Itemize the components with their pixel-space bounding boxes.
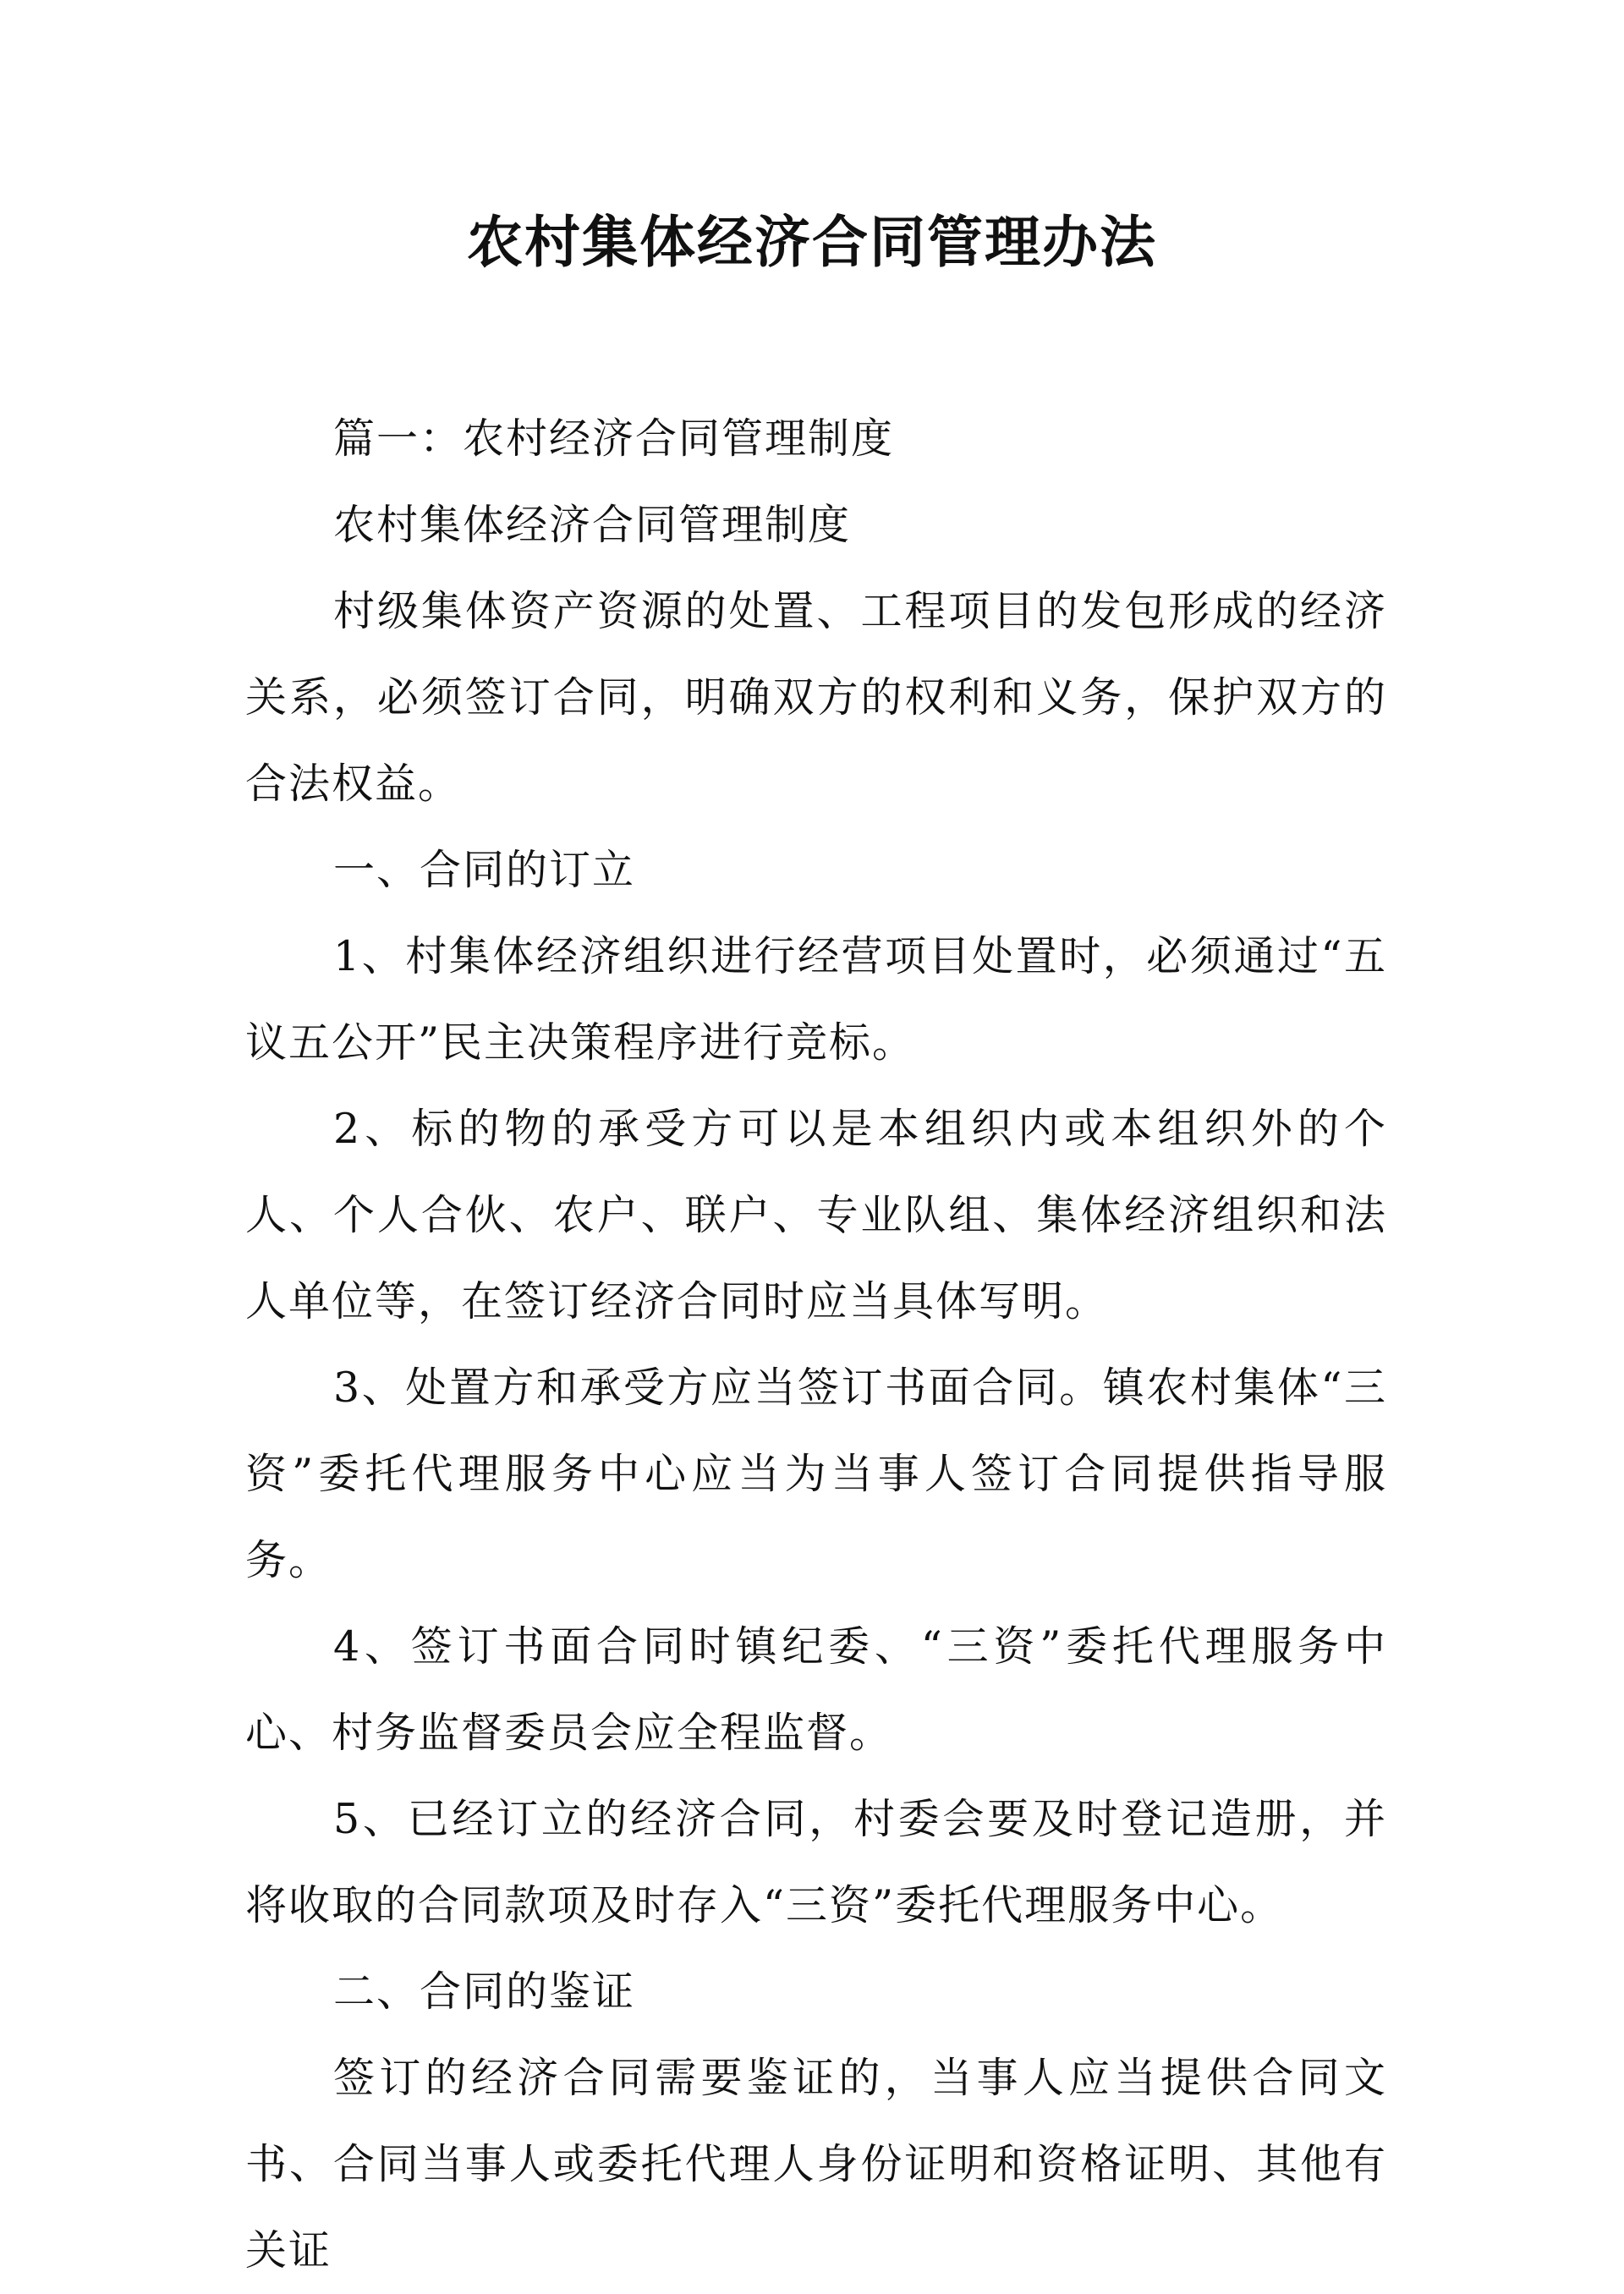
intro-paragraph: 村级集体资产资源的处置、工程项目的发包形成的经济关系，必须签订合同，明确双方的权利和义务，保护双方的合法权益。 (245, 587, 1387, 808)
section-heading-contract-formation: 一、合同的订立 (333, 846, 636, 894)
document-title: 农村集体经济合同管理办法 (467, 210, 1157, 275)
subtitle-paragraph: 农村集体经济合同管理制度 (333, 501, 852, 549)
clause-5: 5、已经订立的经济合同，村委会要及时登记造册，并将收取的合同款项及时存入“三资”委托代理服务中心。 (245, 1795, 1387, 1929)
verification-paragraph: 签订的经济合同需要鉴证的，当事人应当提供合同文书、合同当事人或委托代理人身份证明和资格证明、其他有关证 (245, 2054, 1387, 2275)
clause-3: 3、处置方和承受方应当签订书面合同。镇农村集体“三资”委托代理服务中心应当为当事人签订合同提供指导服务。 (245, 1364, 1387, 1584)
clause-4: 4、签订书面合同时镇纪委、“三资”委托代理服务中心、村务监督委员会应全程监督。 (245, 1622, 1387, 1757)
clause-1: 1、村集体经济组织进行经营项目处置时，必须通过“五议五公开”民主决策程序进行竞标。 (245, 932, 1387, 1067)
section-heading-part-one: 篇一：农村经济合同管理制度 (333, 414, 895, 463)
section-heading-contract-verification: 二、合同的鉴证 (333, 1967, 636, 2016)
clause-2: 2、标的物的承受方可以是本组织内或本组织外的个人、个人合伙、农户、联户、专业队组、集体经济组织和法人单位等，在签订经济合同时应当具体写明。 (245, 1105, 1387, 1325)
document-body (245, 396, 1387, 2294)
